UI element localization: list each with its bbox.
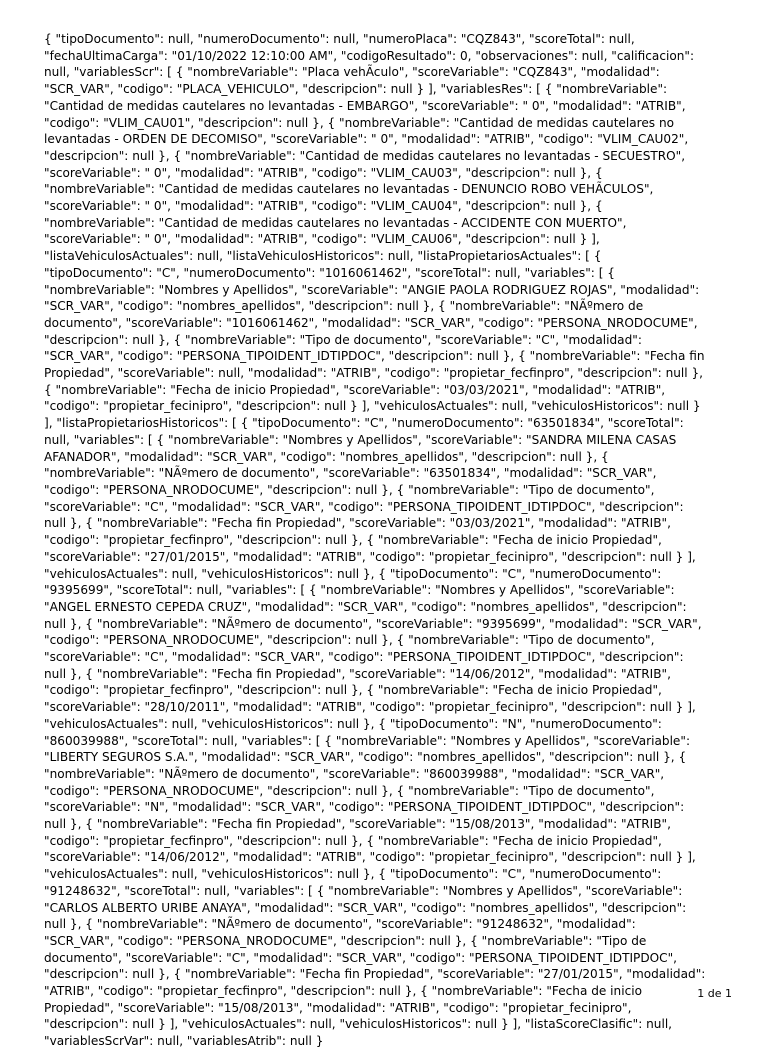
text-line: "nombreVariable": "Cantidad de medidas cautelares no levantadas - ACCIDENTE CON MUERTO", [44,215,627,230]
text-line: "SCR_VAR", "codigo": "PERSONA_NRODOCUME", "descripcion": null }, { "nombreVariable": "Tipo de [44,933,647,948]
text-line: { "tipoDocumento": null, "numeroDocumento": null, "numeroPlaca": "CQZ843", "scoreTotal": null, [44,32,635,46]
text-line: null, "variables": [ { "nombreVariable": "Nombres y Apellidos", "scoreVariable": "SANDRA MILENA CASAS [44,432,677,447]
text-line: "scoreVariable": " 0", "modalidad": "ATRIB", "codigo": "VLIM_CAU06", "descripcion": null } ], [44,232,600,247]
text-line: null, "variablesScr": [ { "nombreVariable": "Placa vehÃculo", "scoreVariable": "CQZ843", "modalidad": [44,65,660,80]
text-line: null }, { "nombreVariable": "Fecha fin Propiedad", "scoreVariable": "14/06/2012", "modalidad": "ATRIB", [44,666,671,681]
text-line: "variablesScrVar": null, "variablesAtrib": null } [44,1034,324,1049]
text-line: null }, { "nombreVariable": "Fecha fin Propiedad", "scoreVariable": "15/08/2013", "modalidad": "ATRIB", [44,817,671,832]
text-line: "scoreVariable": "28/10/2011", "modalidad": "ATRIB", "codigo": "propietar_fecinipro", "descripcion": null } ], [44,700,696,715]
text-line: "nombreVariable": "NÃºmero de documento", "scoreVariable": "63501834", "modalidad": "SCR_VAR", [44,466,657,481]
text-line: "descripcion": null }, { "nombreVariable": "Tipo de documento", "scoreVariable": "C", "modalidad": [44,332,642,347]
text-line: Propiedad", "scoreVariable": "15/08/2013", "modalidad": "ATRIB", "codigo": "propietar_fecinipro", [44,1000,632,1015]
text-line: null }, { "nombreVariable": "NÃºmero de documento", "scoreVariable": "91248632", "modalidad": [44,917,636,932]
text-line: "scoreVariable": "14/06/2012", "modalidad": "ATRIB", "codigo": "propietar_fecinipro", "descripcion": null } ], [44,850,696,865]
text-line: "scoreVariable": " 0", "modalidad": "ATRIB", "codigo": "VLIM_CAU03", "descripcion": null }, { [44,165,603,180]
text-line: "descripcion": null } ], "vehiculosActuales": null, "vehiculosHistoricos": null } ], "listaScoreClasific": null, [44,1017,673,1032]
text-line: AFANADOR", "modalidad": "SCR_VAR", "codigo": "nombres_apellidos", "descripcion": null }, { [44,449,609,464]
text-line: "scoreVariable": "C", "modalidad": "SCR_VAR", "codigo": "PERSONA_TIPOIDENT_IDTIPDOC", "descripcion": [44,499,684,514]
text-line: documento", "scoreVariable": "1016061462", "modalidad": "SCR_VAR", "codigo": "PERSONA_NRODOCUME", [44,315,698,330]
text-line: ], "listaPropietariosHistoricos": [ { "tipoDocumento": "C", "numeroDocumento": "63501834", "scoreTotal": [44,416,684,431]
text-line: "listaVehiculosActuales": null, "listaVehiculosHistoricos": null, "listaPropietariosActuales": [ { [44,249,602,264]
text-line: "nombreVariable": "NÃºmero de documento", "scoreVariable": "860039988", "modalidad": "SCR_VAR", [44,766,665,781]
text-line: null }, { "nombreVariable": "NÃºmero de documento", "scoreVariable": "9395699", "modalidad": "SCR_VAR", [44,616,702,631]
text-line: Propiedad", "scoreVariable": null, "modalidad": "ATRIB", "codigo": "propietar_fecfinpro", "descripcion": null }, [44,366,704,381]
text-line: "ATRIB", "codigo": "propietar_fecfinpro", "descripcion": null }, { "nombreVariable": "Fecha de inicio [44,984,642,999]
text-line: levantadas - ORDEN DE DECOMISO", "scoreVariable": " 0", "modalidad": "ATRIB", "codigo": "VLIM_CAU02", [44,132,689,147]
text-line: "9395699", "scoreTotal": null, "variables": [ { "nombreVariable": "Nombres y Apellidos", "scoreVariable": [44,583,675,598]
text-line: "vehiculosActuales": null, "vehiculosHistoricos": null }, { "tipoDocumento": "C", "numeroDocumento": [44,867,662,882]
text-line: "Cantidad de medidas cautelares no levantadas - EMBARGO", "scoreVariable": " 0", "modalidad": "ATRIB", [44,98,686,113]
text-line: "SCR_VAR", "codigo": "nombres_apellidos", "descripcion": null }, { "nombreVariable": "NÃºmero de [44,299,644,314]
text-line: "codigo": "propietar_fecinipro", "descripcion": null } ], "vehiculosActuales": null, "vehiculosHistoricos": null } [44,399,701,414]
text-line: "codigo": "PERSONA_NRODOCUME", "descripcion": null }, { "nombreVariable": "Tipo de documento", [44,783,655,798]
text-line: "91248632", "scoreTotal": null, "variables": [ { "nombreVariable": "Nombres y Apellidos", "scoreVariable": [44,883,683,898]
text-line: "fechaUltimaCarga": "01/10/2022 12:10:00 AM", "codigoResultado": 0, "observaciones": null, "calificacion": [44,48,695,63]
page-number: 1 de 1 [697,987,732,1000]
json-body-text [44,31,744,1050]
text-line: "CARLOS ALBERTO URIBE ANAYA", "modalidad": "SCR_VAR", "codigo": "nombres_apellidos", "descripcion": [44,900,687,915]
text-line: "nombreVariable": "Cantidad de medidas cautelares no levantadas - DENUNCIO ROBO VEHÃCULOS", [44,182,654,197]
text-line: "LIBERTY SEGUROS S.A.", "modalidad": "SCR_VAR", "codigo": "nombres_apellidos", "descripcion": null }, { [44,750,687,765]
text-line: "vehiculosActuales": null, "vehiculosHistoricos": null }, { "tipoDocumento": "N", "numeroDocumento": [44,716,662,731]
text-line: "codigo": "VLIM_CAU01", "descripcion": null }, { "nombreVariable": "Cantidad de medidas cautelares no [44,115,675,130]
text-line: "codigo": "PERSONA_NRODOCUME", "descripcion": null }, { "nombreVariable": "Tipo de documento", [44,633,655,648]
text-line: "codigo": "propietar_fecfinpro", "descripcion": null }, { "nombreVariable": "Fecha de inicio Propiedad", [44,833,662,848]
text-line: "scoreVariable": "27/01/2015", "modalidad": "ATRIB", "codigo": "propietar_fecinipro", "descripcion": null } ], [44,549,696,564]
text-line: "scoreVariable": " 0", "modalidad": "ATRIB", "codigo": "VLIM_CAU04", "descripcion": null }, { [44,199,603,214]
text-line: "SCR_VAR", "codigo": "PLACA_VEHICULO", "descripcion": null } ], "variablesRes": [ { "nombreVariable": [44,82,668,97]
text-line: "vehiculosActuales": null, "vehiculosHistoricos": null }, { "tipoDocumento": "C", "numeroDocumento": [44,566,662,581]
text-line: "scoreVariable": "N", "modalidad": "SCR_VAR", "codigo": "PERSONA_TIPOIDENT_IDTIPDOC", "descripcion": [44,800,685,815]
text-line: "descripcion": null }, { "nombreVariable": "Fecha fin Propiedad", "scoreVariable": "27/01/2015", "modalidad": [44,967,706,982]
text-line: "tipoDocumento": "C", "numeroDocumento": "1016061462", "scoreTotal": null, "variables": [ { [44,265,615,280]
text-line: "SCR_VAR", "codigo": "PERSONA_TIPOIDENT_IDTIPDOC", "descripcion": null }, { "nombreVariable": "Fecha fin [44,349,705,364]
text-line: "860039988", "scoreTotal": null, "variables": [ { "nombreVariable": "Nombres y Apellidos", "scoreVariable": [44,733,691,748]
text-line: "codigo": "propietar_fecfinpro", "descripcion": null }, { "nombreVariable": "Fecha de inicio Propiedad", [44,533,662,548]
text-line: { "nombreVariable": "Fecha de inicio Propiedad", "scoreVariable": "03/03/2021", "modalidad": "ATRIB", [44,382,666,397]
text-line: "descripcion": null }, { "nombreVariable": "Cantidad de medidas cautelares no levantadas - SECUESTRO", [44,148,686,163]
text-line: null }, { "nombreVariable": "Fecha fin Propiedad", "scoreVariable": "03/03/2021", "modalidad": "ATRIB", [44,516,671,531]
text-line: "codigo": "propietar_fecfinpro", "descripcion": null }, { "nombreVariable": "Fecha de inicio Propiedad", [44,683,662,698]
text-line: "codigo": "PERSONA_NRODOCUME", "descripcion": null }, { "nombreVariable": "Tipo de documento", [44,482,655,497]
text-line: "scoreVariable": "C", "modalidad": "SCR_VAR", "codigo": "PERSONA_TIPOIDENT_IDTIPDOC", "descripcion": [44,650,684,665]
text-line: "ANGEL ERNESTO CEPEDA CRUZ", "modalidad": "SCR_VAR", "codigo": "nombres_apellidos", "descripcion": [44,599,687,614]
text-line: documento", "scoreVariable": "C", "modalidad": "SCR_VAR", "codigo": "PERSONA_TIPOIDENT_IDTIPDOC", [44,950,678,965]
text-line: "nombreVariable": "Nombres y Apellidos", "scoreVariable": "ANGIE PAOLA RODRIGUEZ ROJAS", "modalidad": [44,282,700,297]
